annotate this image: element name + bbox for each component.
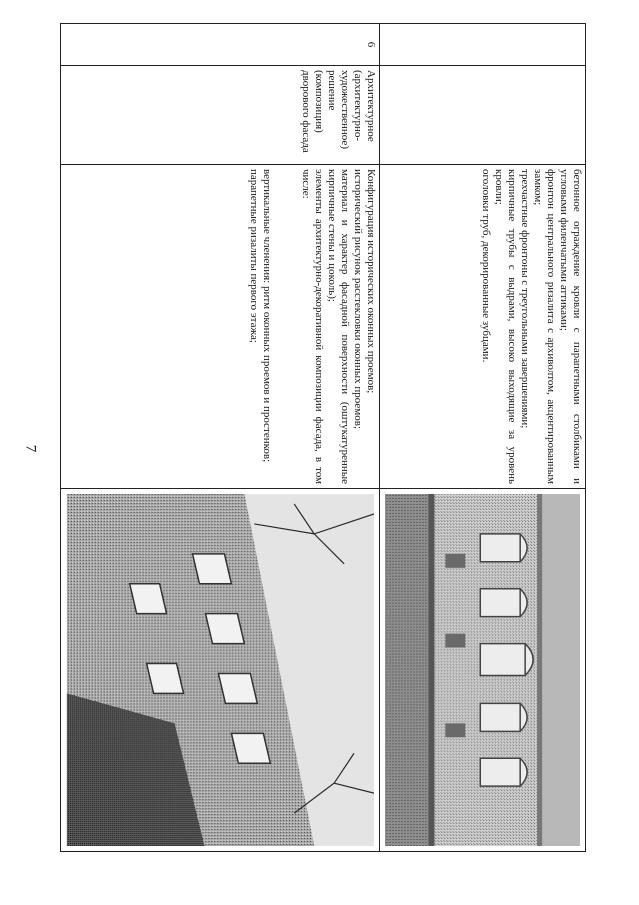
description-line: кирпичные трубы с выдрами, высоко выходящие за уровень кровли; [493, 169, 518, 484]
facade-photo-courtyard [66, 494, 373, 846]
element-cell [379, 66, 585, 165]
rotated-table-wrapper [62, 23, 586, 851]
description-line: Конфигурация исторических оконных проемов; [364, 169, 377, 394]
row-number-cell: 6 [61, 24, 379, 66]
rotated-table-frame [62, 23, 586, 851]
description-cell [61, 165, 379, 489]
description-line: парапетные ризалиты первого этажа; [247, 169, 260, 343]
description-line: фронтон центрального ризалита с архиволтом, акцентированным замком; [532, 169, 557, 484]
description-spacer [286, 169, 299, 484]
facade-photo-front [385, 494, 580, 846]
description-line: трехчастные фронтоны с треугольными завершениями; [519, 169, 531, 429]
table-row [379, 24, 585, 852]
table-row [61, 24, 379, 852]
description-cell [379, 165, 585, 489]
photo-cell [61, 489, 379, 852]
description-line: вертикальные членения: ритм оконных проемов и простенков; [260, 169, 273, 463]
description-spacer [273, 169, 286, 484]
description-line: исторический рисунок расстекловки оконных проемов; [351, 169, 364, 430]
protection-subject-table [60, 23, 586, 852]
page-number: 7 [22, 444, 39, 453]
element-cell: Архитектурное (архитектурно-художественное) решение (композиция) дворового фасада [61, 66, 379, 165]
photo-cell [379, 489, 585, 852]
row-number-cell [379, 24, 585, 66]
description-line: элементы архитектурно-декоративной композиции фасада, в том числе: [299, 169, 325, 484]
description-line: оголовки труб, декорированные зубцами. [480, 169, 492, 363]
description-line: материал и характер фасадной поверхности (оштукатуренные кирпичные стены и цоколь); [325, 169, 351, 484]
description-line: бетонное ограждение кровли с парапетными столбиками и угловыми филенчатыми аттиками; [558, 169, 583, 484]
